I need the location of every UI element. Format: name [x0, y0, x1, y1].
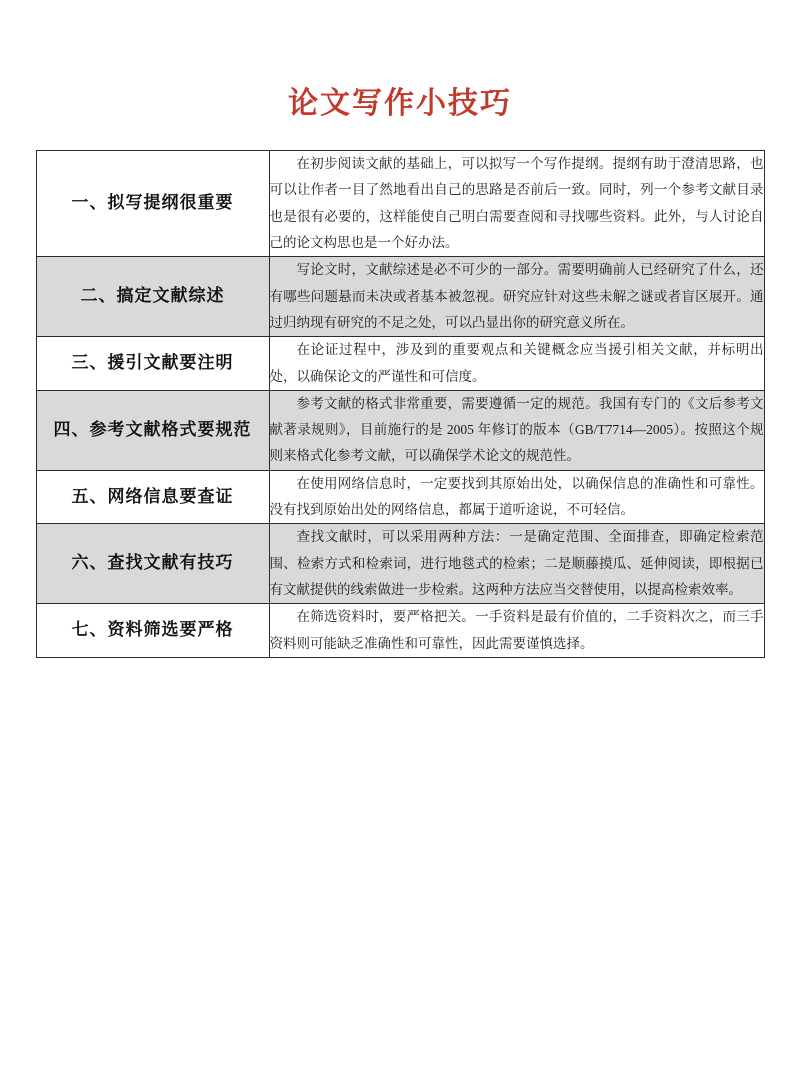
tip-body: [269, 151, 764, 257]
tip-body-text: 在论证过程中，涉及到的重要观点和关键概念应当援引相关文献，并标明出处，以确保论文的严谨性和可信度。: [269, 342, 764, 384]
tip-body: [269, 470, 764, 524]
tip-body: [269, 257, 764, 337]
page-title: 论文写作小技巧: [288, 87, 512, 120]
tip-body-text: 在使用网络信息时，一定要找到其原始出处，以确保信息的准确性和可靠性。没有找到原始出处的网络信息，都属于道听途说，不可轻信。: [269, 475, 764, 518]
tip-heading: 七、资料筛选要严格: [36, 604, 269, 658]
table-row: [36, 524, 764, 604]
tip-body: [269, 337, 764, 391]
table-row: [36, 151, 764, 257]
table-row: [36, 390, 764, 470]
table-row: [36, 604, 764, 658]
tip-body: [269, 604, 764, 658]
tip-heading: 二、搞定文献综述: [36, 257, 269, 337]
tip-body-text: 参考文献的格式非常重要，需要遵循一定的规范。我国有专门的《文后参考文献著录规则》，目前施行的是 2005 年修订的版本（GB/T7714—2005）。按照这个规则来格式化参考文献，可以确保学术论文的规范性。: [269, 395, 764, 464]
tip-body-text: 在初步阅读文献的基础上，可以拟写一个写作提纲。提纲有助于澄清思路，也可以让作者一目了然地看出自己的思路是否前后一致。同时，列一个参考文献目录也是很有必要的，这样能使自己明白需要查阅和寻找哪些资料。此外，与人讨论自己的论文构思也是一个好办法。: [269, 156, 764, 250]
tip-heading: 三、援引文献要注明: [36, 337, 269, 391]
tip-body-text: 查找文献时，可以采用两种方法：一是确定范围、全面排查，即确定检索范围、检索方式和检索词，进行地毯式的检索；二是顺藤摸瓜、延伸阅读，即根据已有文献提供的线索做进一步检索。这两种方法应当交替使用，以提高检索效率。: [269, 529, 764, 597]
tip-heading: 四、参考文献格式要规范: [36, 390, 269, 470]
tip-body-text: 写论文时，文献综述是必不可少的一部分。需要明确前人已经研究了什么，还有哪些问题悬而未决或者基本被忽视。研究应针对这些未解之谜或者盲区展开。通过归纳现有研究的不足之处，可以凸显出你的研究意义所在。: [269, 262, 764, 330]
tip-heading: 一、拟写提纲很重要: [36, 151, 269, 257]
tip-heading: 五、网络信息要查证: [36, 470, 269, 524]
tips-table-body: [36, 151, 764, 658]
tip-body-text: 在筛选资料时，要严格把关。一手资料是最有价值的，二手资料次之，而三手资料则可能缺乏准确性和可靠性，因此需要谨慎选择。: [269, 609, 764, 651]
tip-body: [269, 524, 764, 604]
table-row: [36, 470, 764, 524]
table-row: [36, 337, 764, 391]
tips-table: [36, 150, 765, 658]
tip-heading: 六、查找文献有技巧: [36, 524, 269, 604]
table-row: [36, 257, 764, 337]
tip-body: [269, 390, 764, 470]
